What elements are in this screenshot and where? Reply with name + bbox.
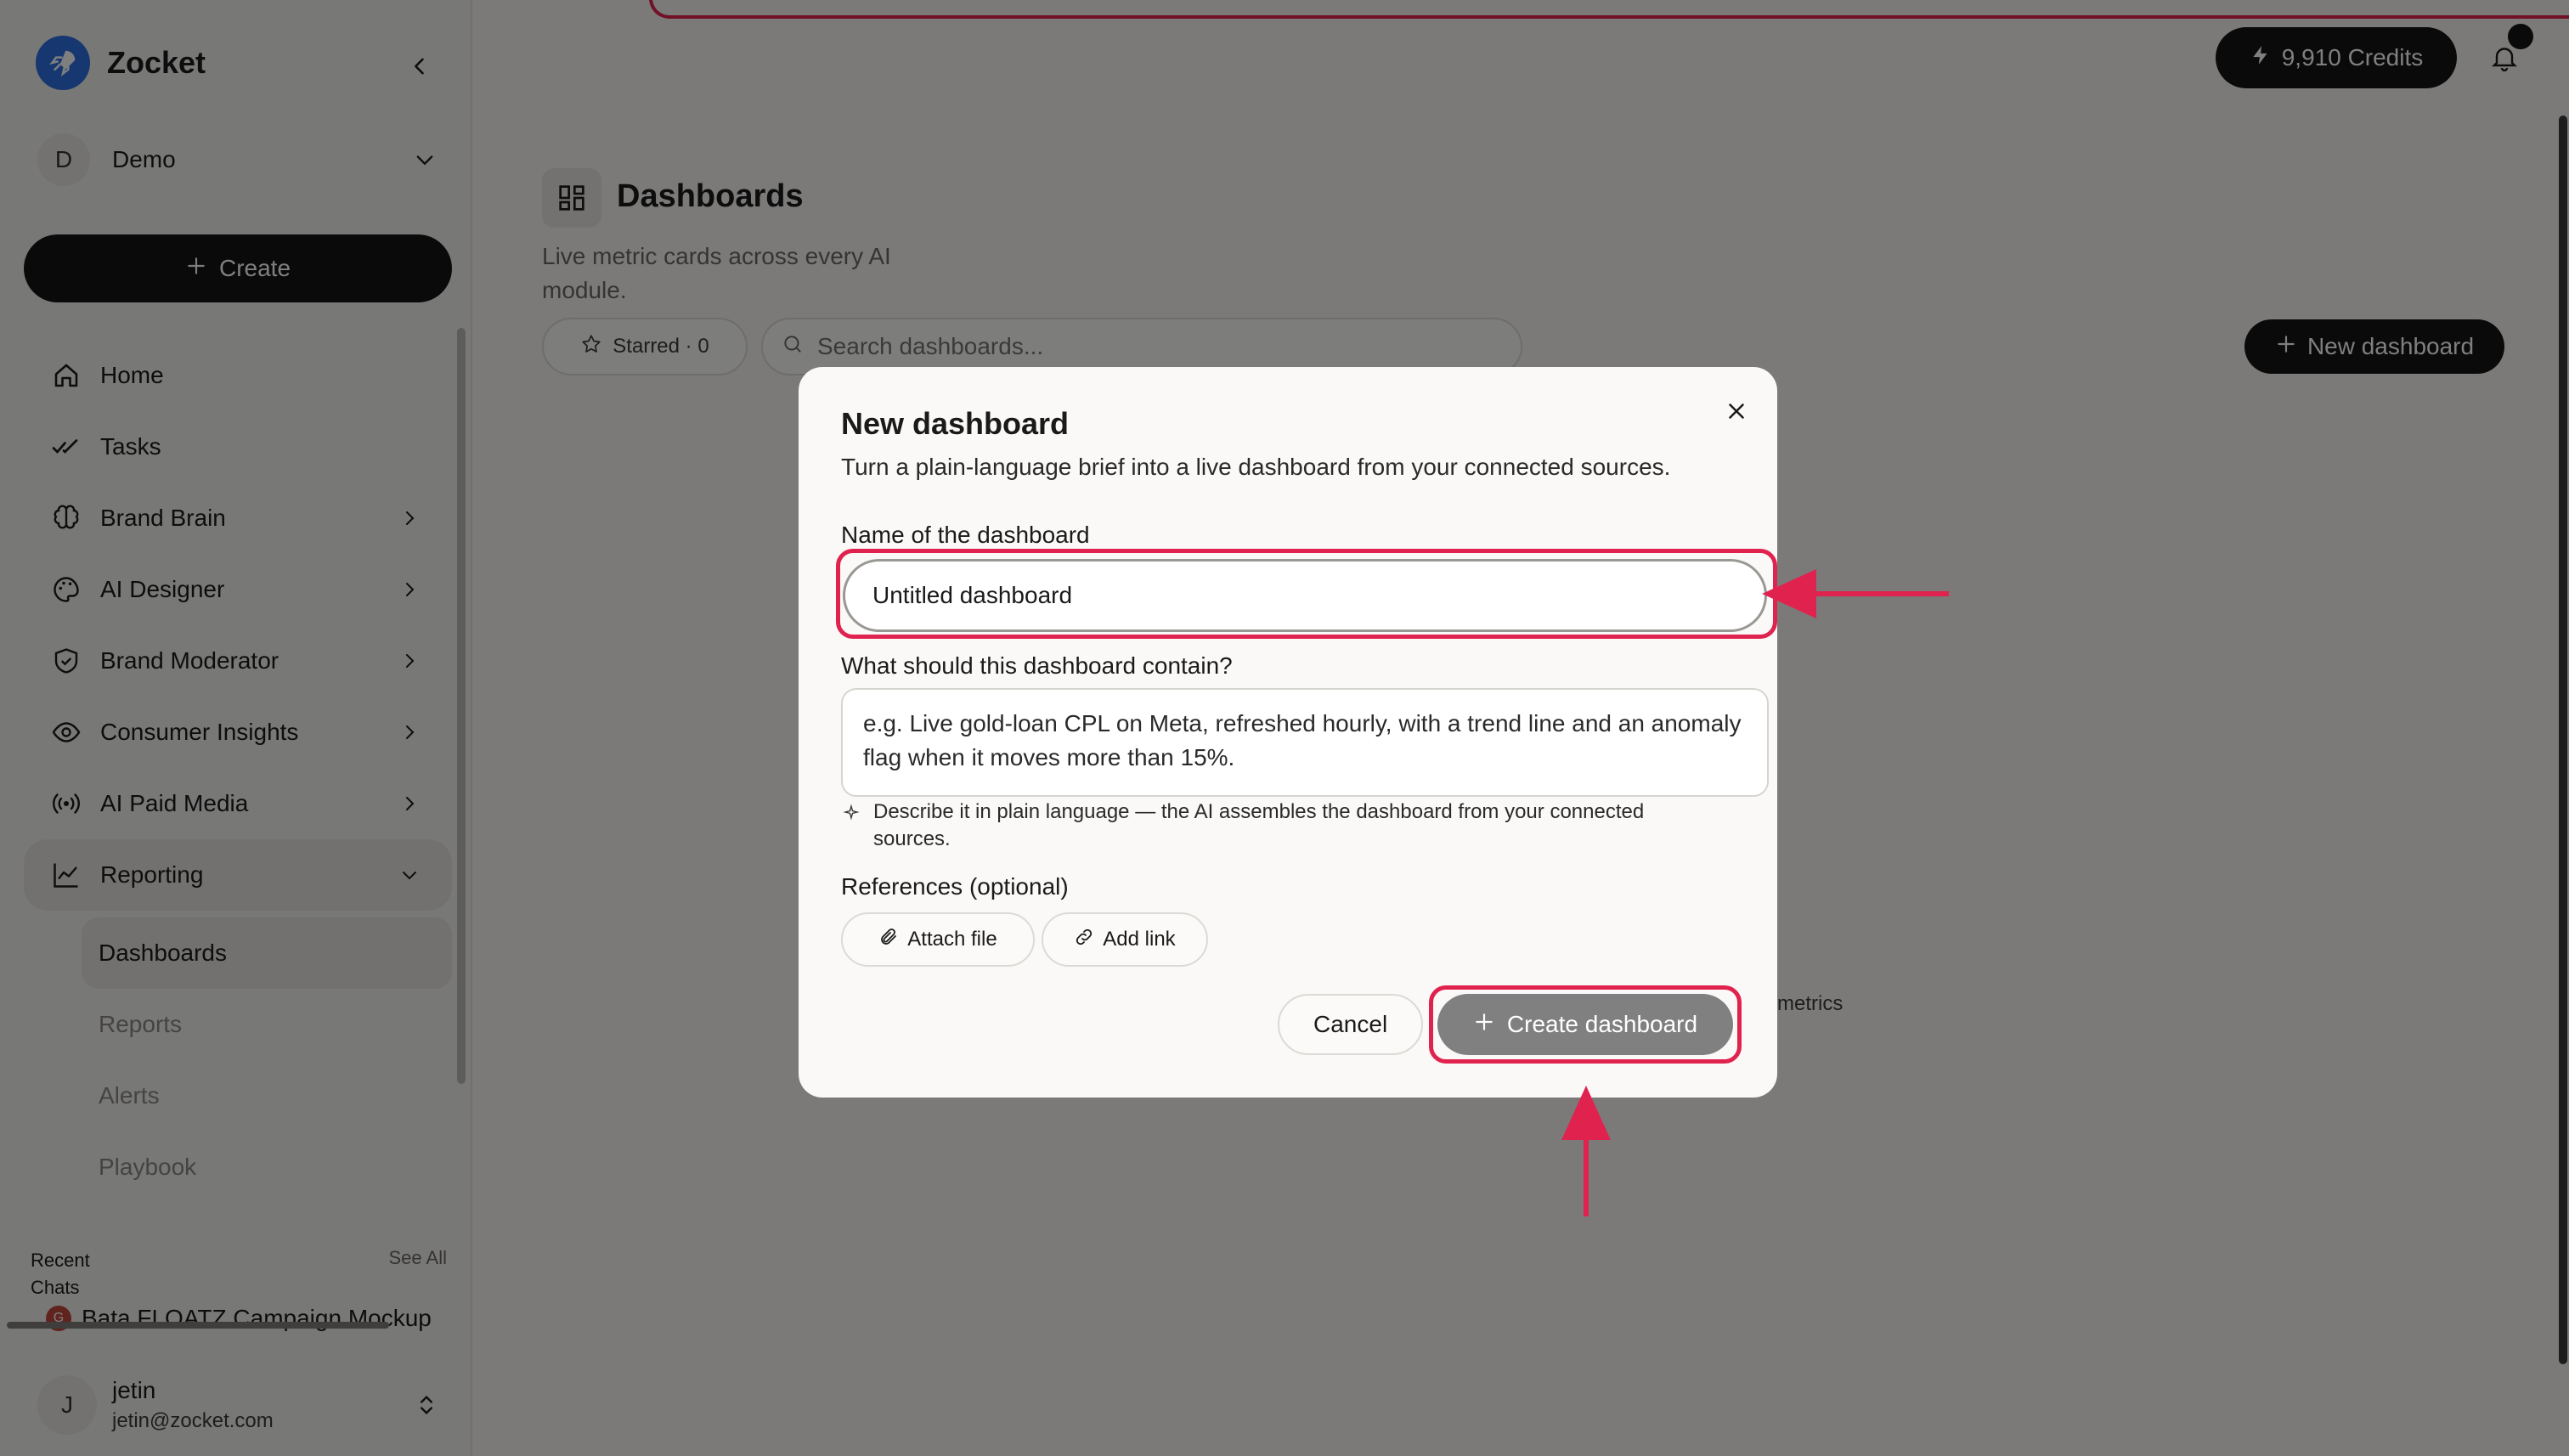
modal-description: Turn a plain-language brief into a live dashboard from your connected sources. [841, 454, 1671, 480]
modal-title: New dashboard [841, 406, 1070, 441]
close-icon[interactable] [1716, 391, 1757, 432]
create-dashboard-label: Create dashboard [1506, 1011, 1698, 1037]
contain-label: What should this dashboard contain? [841, 652, 1233, 679]
sparkle-icon [841, 804, 861, 824]
new-dashboard-modal [799, 367, 1777, 1098]
hint-text [841, 799, 1725, 853]
references-label: References (optional) [841, 873, 1069, 900]
cancel-button[interactable]: Cancel [1278, 994, 1423, 1055]
plus-icon [1473, 1011, 1495, 1039]
dashboard-brief-textarea[interactable] [841, 688, 1769, 797]
arrow-left-icon [1762, 564, 1954, 624]
dashboard-name-input[interactable] [843, 559, 1767, 632]
attach-file-label: Attach file [907, 928, 997, 951]
link-icon [1074, 927, 1094, 953]
add-link-label: Add link [1103, 928, 1176, 951]
attach-file-button[interactable] [841, 912, 1035, 967]
create-dashboard-button[interactable] [1437, 994, 1733, 1055]
name-label: Name of the dashboard [841, 522, 1090, 548]
paperclip-icon [878, 927, 899, 953]
hint-label: Describe it in plain language — the AI assembles the dashboard from your connected sources. [873, 800, 1645, 850]
add-link-button[interactable] [1042, 912, 1208, 967]
arrow-up-icon [1556, 1086, 1616, 1218]
